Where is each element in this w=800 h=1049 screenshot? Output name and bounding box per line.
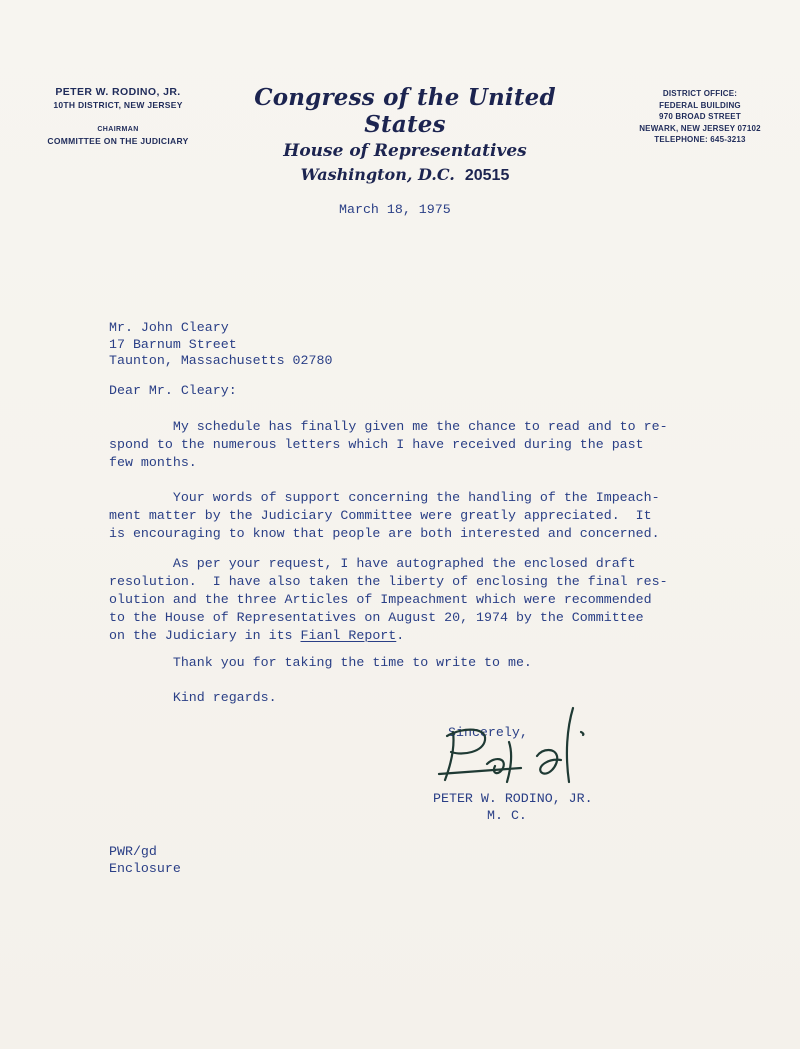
signature-stroke — [567, 708, 573, 782]
letterhead-center-block — [220, 84, 590, 185]
district-office-label: DISTRICT OFFICE: — [662, 89, 738, 98]
salutation: Dear Mr. Cleary: — [109, 383, 237, 398]
recipient-line: Mr. John Cleary — [109, 320, 229, 335]
letter-date: March 18, 1975 — [339, 202, 451, 217]
letterhead-district: 10TH DISTRICT, NEW JERSEY — [53, 100, 183, 110]
district-office-building: FEDERAL BUILDING — [659, 100, 741, 110]
paragraph-line: My schedule has finally given me the chance to read and to re- — [109, 419, 668, 434]
district-office-street: 970 BROAD STREET — [659, 112, 741, 121]
signature-stroke — [581, 732, 583, 735]
recipient-line: Taunton, Massachusetts 02780 — [109, 353, 333, 368]
letterhead-left-block — [28, 86, 208, 146]
letterhead-city-line — [220, 165, 590, 185]
signer-title: M. C. — [487, 808, 527, 823]
paragraph-line: olution and the three Articles of Impeachment which were recommended — [109, 592, 652, 607]
paragraph-line: to the House of Representatives on August 20, 1974 by the Committee — [109, 610, 644, 625]
signature-stroke — [507, 742, 511, 782]
paragraph-line: spond to the numerous letters which I have received during the past — [109, 437, 644, 452]
handwritten-signature — [425, 702, 615, 802]
signature-stroke — [537, 750, 561, 774]
paragraph-3 — [109, 555, 668, 645]
signature-block — [433, 790, 593, 824]
recipient-address — [109, 320, 332, 370]
letterhead-city: Washington, D.C. — [300, 165, 455, 184]
district-office-city: NEWARK, NEW JERSEY 07102 — [639, 123, 761, 133]
letterhead-role: CHAIRMAN — [97, 126, 139, 133]
recipient-line: 17 Barnum Street — [109, 336, 237, 352]
reference-initials: PWR/gd — [109, 844, 157, 859]
paragraph-4: Thank you for taking the time to write to me. — [109, 655, 532, 670]
final-report-title: Fianl Report — [300, 628, 397, 643]
closing: Sincerely, — [448, 725, 528, 740]
letterhead-congress-title: Congress of the United States — [254, 84, 556, 138]
enclosure-note: Enclosure — [109, 861, 181, 876]
district-office-telephone: TELEPHONE: 645-3213 — [654, 135, 746, 144]
paragraph-line: Your words of support concerning the handling of the Impeach- — [109, 490, 660, 505]
signer-name: PETER W. RODINO, JR. — [433, 791, 593, 806]
paragraph-1 — [109, 418, 668, 472]
letterhead-house-title: House of Representatives — [283, 141, 527, 161]
paragraph-5: Kind regards. — [109, 690, 277, 705]
paragraph-text: . — [396, 628, 405, 643]
paragraph-line: ment matter by the Judiciary Committee were greatly appreciated. It — [109, 508, 652, 523]
letterhead-zip: 20515 — [464, 167, 510, 184]
paragraph-line: is encouraging to know that people are both interested and concerned. — [109, 526, 660, 541]
paragraph-line: resolution. I have also taken the liberty of enclosing the final res- — [109, 574, 668, 589]
paragraph-text: on the Judiciary in its — [109, 628, 301, 643]
paragraph-line: few months. — [109, 455, 197, 470]
letterhead-member-name: PETER W. RODINO, JR. — [55, 86, 181, 98]
reference-block — [109, 843, 181, 877]
letterhead-right-block — [620, 88, 780, 146]
paragraph-line: As per your request, I have autographed the enclosed draft — [109, 556, 636, 571]
letterhead-committee: COMMITTEE ON THE JUDICIARY — [47, 136, 189, 146]
paragraph-2 — [109, 489, 660, 543]
paragraph-line — [109, 627, 668, 645]
